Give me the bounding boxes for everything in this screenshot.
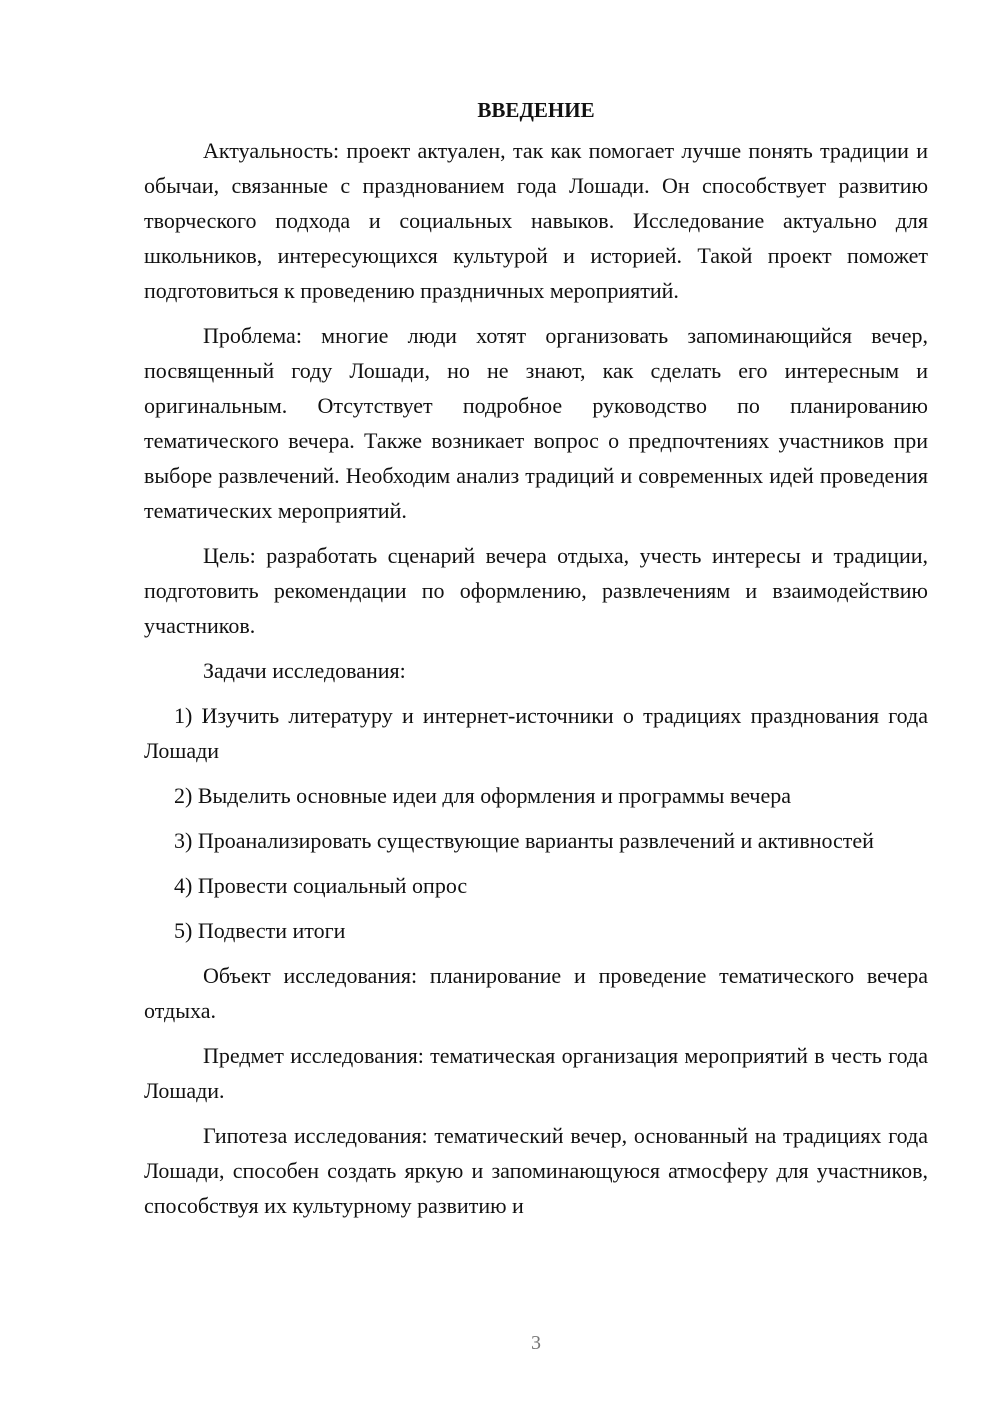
- task-item: 1) Изучить литературу и интернет-источники о традициях празднования года Лошади: [144, 703, 928, 763]
- task-item: 5) Подвести итоги: [174, 918, 346, 943]
- page-number: 3: [531, 1332, 541, 1354]
- tasks-heading: Задачи исследования:: [203, 658, 406, 683]
- goal-paragraph: Цель: разработать сценарий вечера отдыха, учесть интересы и традиции, подготовить рекомендации по оформлению, развлечениям и взаимодействию участников.: [144, 543, 928, 638]
- task-item: 4) Провести социальный опрос: [174, 873, 468, 898]
- object-paragraph: Объект исследования: планирование и проведение тематического вечера отдыха.: [144, 963, 928, 1023]
- page-content: [144, 93, 928, 1233]
- relevance-paragraph: Актуальность: проект актуален, так как помогает лучше понять традиции и обычаи, связанные с празднованием года Лошади. Он способствует развитию творческого подхода и социальных навыков. Исследование актуально для школьников, интересующихся культурой и историей. Такой проект поможет подготовиться к проведению праздничных мероприятий.: [144, 138, 928, 303]
- hypothesis-paragraph: Гипотеза исследования: тематический вечер, основанный на традициях года Лошади, способен создать яркую и запоминающуюся атмосферу для участников, способствуя их культурному развитию и: [144, 1123, 928, 1218]
- task-item: 2) Выделить основные идеи для оформления и программы вечера: [174, 783, 792, 808]
- section-title: ВВЕДЕНИЕ: [477, 98, 595, 122]
- subject-paragraph: Предмет исследования: тематическая организация мероприятий в честь года Лошади.: [144, 1043, 928, 1103]
- task-item: 3) Проанализировать существующие варианты развлечений и активностей: [174, 828, 874, 853]
- problem-paragraph: Проблема: многие люди хотят организовать запоминающийся вечер, посвященный году Лошади, но не знают, как сделать его интересным и оригинальным. Отсутствует подробное руководство по планированию тематического вечера. Также возникает вопрос о предпочтениях участников при выборе развлечений. Необходим анализ традиций и современных идей проведения тематических мероприятий.: [144, 323, 928, 523]
